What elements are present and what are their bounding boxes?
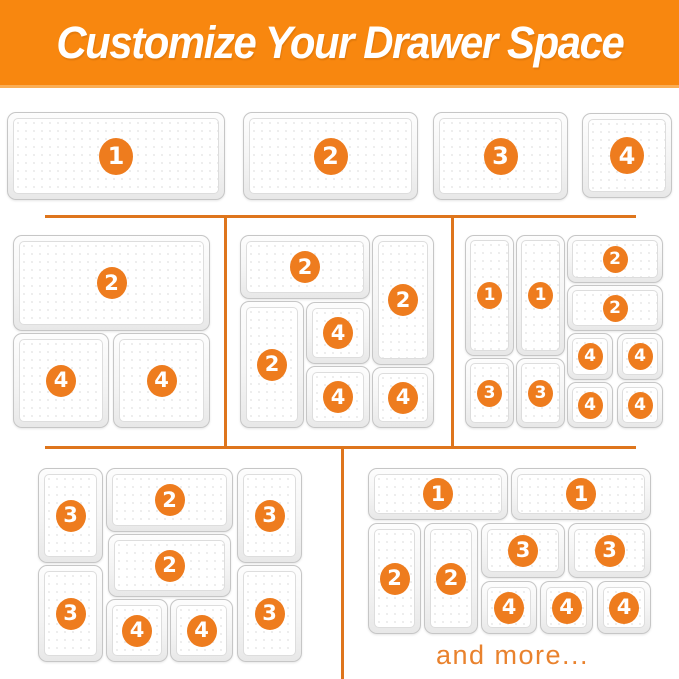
layout-c-tray bbox=[465, 358, 514, 428]
layout-c-tray bbox=[617, 333, 663, 380]
layout-b-tray bbox=[306, 366, 370, 428]
layout-e-tray bbox=[511, 468, 651, 520]
tray-number-badge: 4 bbox=[122, 615, 152, 647]
layout-c-tray bbox=[516, 235, 565, 356]
layout-c-tray bbox=[516, 358, 565, 428]
tray-surface bbox=[246, 307, 298, 422]
tray-surface bbox=[246, 241, 364, 293]
layout-a-tray bbox=[13, 333, 109, 428]
tray-surface bbox=[546, 587, 587, 628]
tray-number-badge: 4 bbox=[552, 592, 582, 624]
layout-b-tray bbox=[372, 235, 434, 365]
layout-b-tray bbox=[306, 302, 370, 364]
layout-d-tray bbox=[237, 565, 302, 662]
layout-d-tray bbox=[108, 534, 231, 597]
tray-surface bbox=[374, 529, 415, 628]
tray-surface bbox=[487, 587, 531, 628]
tray-number-badge: 1 bbox=[477, 282, 502, 309]
tray-number-badge: 4 bbox=[388, 382, 418, 414]
layout-e-tray bbox=[368, 523, 421, 634]
tray-number-badge: 2 bbox=[290, 251, 320, 283]
tray-number-badge: 3 bbox=[595, 535, 625, 567]
layout-d-tray bbox=[170, 599, 233, 662]
tray-surface bbox=[574, 529, 645, 572]
divider-line-vertical-1 bbox=[224, 215, 227, 449]
tray-surface bbox=[470, 240, 509, 351]
tray-number-badge: 3 bbox=[56, 598, 86, 630]
tray-size-3 bbox=[433, 112, 568, 200]
tray-surface bbox=[19, 241, 204, 325]
layout-d-tray bbox=[38, 468, 103, 563]
tray-number-badge: 1 bbox=[566, 478, 596, 510]
tray-number-badge: 4 bbox=[323, 381, 353, 413]
tray-number-badge: 4 bbox=[46, 365, 76, 397]
tray-number-badge: 2 bbox=[603, 246, 628, 273]
tray-size-2 bbox=[243, 112, 418, 200]
tray-number-badge: 4 bbox=[609, 592, 639, 624]
tray-surface bbox=[378, 373, 428, 422]
tray-surface bbox=[430, 529, 472, 628]
tray-surface bbox=[439, 118, 562, 194]
layout-b-tray bbox=[240, 301, 304, 428]
layout-e-tray bbox=[481, 523, 565, 578]
tray-surface bbox=[243, 571, 296, 656]
tray-surface bbox=[572, 290, 658, 326]
tray-number-badge: 4 bbox=[323, 317, 353, 349]
tray-number-badge: 2 bbox=[257, 349, 287, 381]
tray-number-badge: 3 bbox=[56, 500, 86, 532]
tray-number-badge: 4 bbox=[187, 615, 217, 647]
layout-a-tray bbox=[13, 235, 210, 331]
layout-e-tray bbox=[540, 581, 593, 634]
tray-number-badge: 4 bbox=[628, 343, 653, 370]
tray-number-badge: 1 bbox=[99, 138, 133, 175]
tray-surface bbox=[572, 240, 658, 278]
tray-surface bbox=[13, 118, 219, 194]
divider-line-vertical-3 bbox=[341, 446, 344, 679]
tray-number-badge: 2 bbox=[155, 550, 185, 582]
tray-number-badge: 3 bbox=[528, 380, 553, 407]
divider-line-vertical-2 bbox=[451, 215, 454, 449]
tray-surface bbox=[312, 308, 364, 358]
layout-c-tray bbox=[567, 333, 613, 380]
tray-surface bbox=[517, 474, 645, 514]
layout-d-tray bbox=[237, 468, 302, 563]
tray-surface bbox=[622, 387, 658, 423]
tray-number-badge: 4 bbox=[610, 137, 644, 174]
tray-surface bbox=[312, 372, 364, 422]
tray-number-badge: 2 bbox=[603, 295, 628, 322]
tray-number-badge: 2 bbox=[97, 267, 127, 299]
tray-surface bbox=[119, 339, 204, 422]
tray-number-badge: 2 bbox=[388, 284, 418, 316]
tray-surface bbox=[572, 387, 608, 423]
layout-c-tray bbox=[567, 235, 663, 283]
layout-c-tray bbox=[617, 382, 663, 428]
tray-surface bbox=[622, 338, 658, 375]
tray-number-badge: 2 bbox=[380, 563, 410, 595]
tray-number-badge: 2 bbox=[436, 563, 466, 595]
layout-d-tray bbox=[38, 565, 103, 662]
tray-surface bbox=[44, 474, 97, 557]
tray-number-badge: 3 bbox=[484, 138, 518, 175]
tray-surface bbox=[176, 605, 227, 656]
tray-number-badge: 3 bbox=[255, 500, 285, 532]
layout-e-tray bbox=[368, 468, 508, 520]
tray-number-badge: 4 bbox=[147, 365, 177, 397]
tray-surface bbox=[374, 474, 502, 514]
layout-e-tray bbox=[568, 523, 651, 578]
tray-number-badge: 4 bbox=[578, 343, 603, 370]
layout-c-tray bbox=[567, 382, 613, 428]
divider-line-top bbox=[45, 215, 636, 218]
layout-e-tray bbox=[481, 581, 537, 634]
layout-c-tray bbox=[465, 235, 514, 356]
tray-number-badge: 3 bbox=[508, 535, 538, 567]
tray-size-4 bbox=[582, 113, 672, 198]
tray-surface bbox=[378, 241, 428, 359]
tray-surface bbox=[572, 338, 608, 375]
tray-number-badge: 4 bbox=[578, 392, 603, 419]
layout-d-tray bbox=[106, 599, 168, 662]
tray-surface bbox=[603, 587, 645, 628]
layout-e-tray bbox=[597, 581, 651, 634]
tray-number-badge: 3 bbox=[477, 380, 502, 407]
tray-surface bbox=[487, 529, 559, 572]
tray-surface bbox=[588, 119, 666, 192]
layout-d-tray bbox=[106, 468, 233, 532]
layout-e-tray bbox=[424, 523, 478, 634]
tray-surface bbox=[521, 240, 560, 351]
header-banner bbox=[0, 0, 679, 88]
tray-number-badge: 3 bbox=[255, 598, 285, 630]
tray-surface bbox=[521, 363, 560, 423]
tray-surface bbox=[44, 571, 97, 656]
tray-surface bbox=[249, 118, 412, 194]
tray-number-badge: 1 bbox=[423, 478, 453, 510]
tray-number-badge: 4 bbox=[628, 392, 653, 419]
layout-a-tray bbox=[113, 333, 210, 428]
tray-surface bbox=[114, 540, 225, 591]
page-title: Customize Your Drawer Space bbox=[55, 16, 624, 68]
tray-size-1 bbox=[7, 112, 225, 200]
tray-surface bbox=[19, 339, 103, 422]
tray-surface bbox=[243, 474, 296, 557]
tray-number-badge: 2 bbox=[314, 138, 348, 175]
tray-number-badge: 4 bbox=[494, 592, 524, 624]
layout-c-tray bbox=[567, 285, 663, 331]
and-more-label: and more... bbox=[435, 640, 590, 670]
tray-number-badge: 2 bbox=[155, 484, 185, 516]
tray-surface bbox=[112, 474, 227, 526]
tray-surface bbox=[112, 605, 162, 656]
layout-b-tray bbox=[372, 367, 434, 428]
layout-b-tray bbox=[240, 235, 370, 299]
tray-number-badge: 1 bbox=[528, 282, 553, 309]
tray-surface bbox=[470, 363, 509, 423]
